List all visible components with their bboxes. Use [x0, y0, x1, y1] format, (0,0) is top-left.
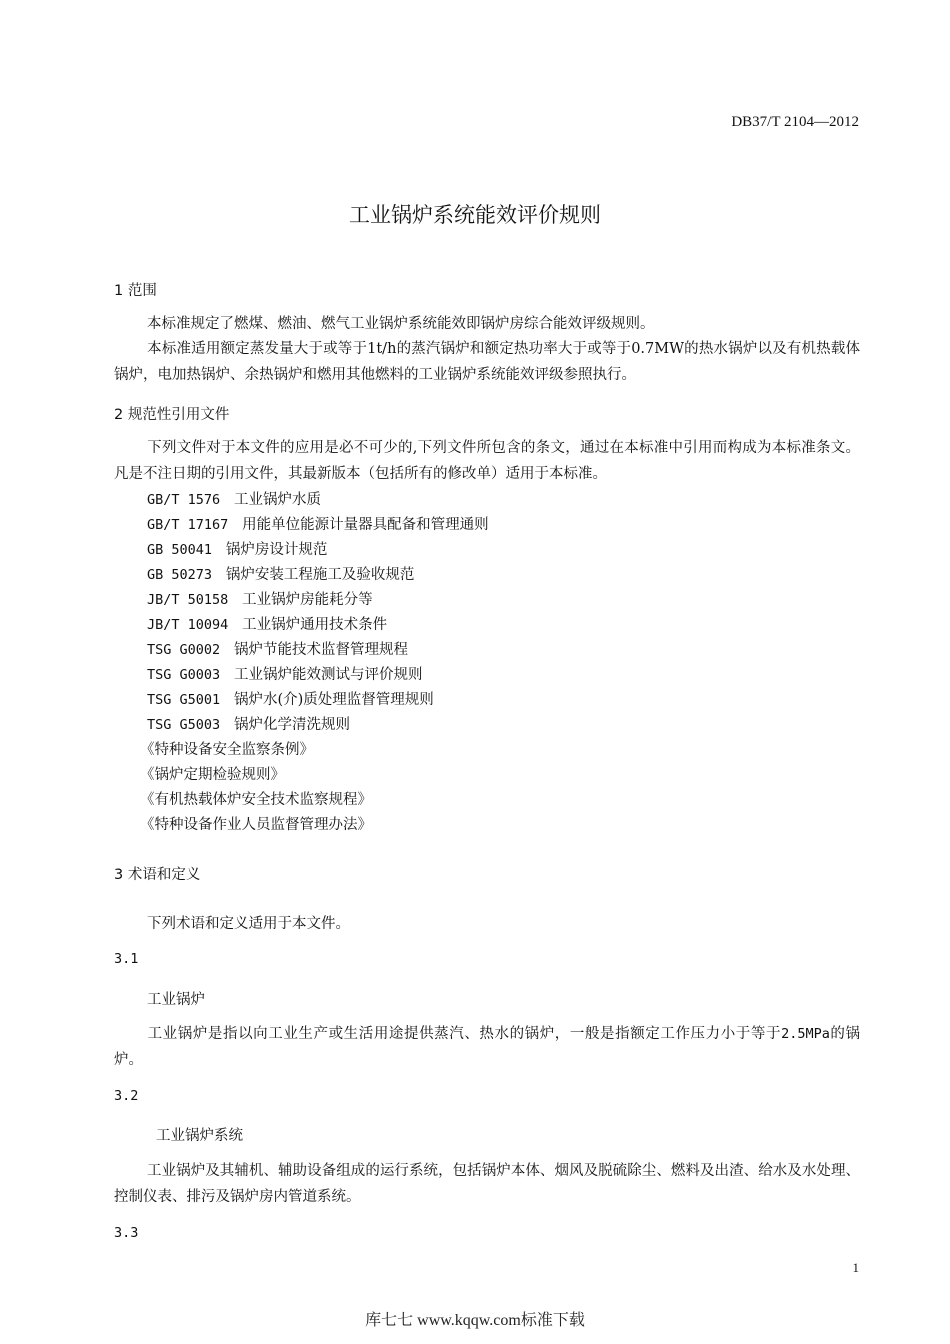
clause-number-3-3: 3.3 — [114, 1225, 139, 1241]
reference-title: 工业锅炉通用技术条件 — [242, 617, 388, 633]
page-number: 1 — [852, 1260, 859, 1275]
reference-title: 锅炉节能技术监督管理规程 — [233, 642, 408, 658]
reference-title: 工业锅炉房能耗分等 — [242, 592, 373, 608]
reference-item — [147, 663, 422, 684]
definition-3-2-text: 工业锅炉及其辅机、辅助设备组成的运行系统，包括锅炉本体、烟风及脱硫除尘、燃料及出渣、给水及水处理、控制仪表、排污及锅炉房内管道系统。 — [114, 1163, 860, 1205]
section-3-intro: 下列术语和定义适用于本文件。 — [147, 916, 350, 932]
reference-item — [147, 713, 350, 734]
reference-title: 锅炉房设计规范 — [225, 542, 328, 558]
reference-item — [147, 488, 321, 509]
reference-code: GB/T 1576 — [147, 492, 221, 508]
reference-code: GB 50041 — [147, 542, 213, 558]
section-1-paragraph-1-text: 本标准规定了燃煤、燃油、燃气工业锅炉系统能效即锅炉房综合能效评级规则。 — [147, 316, 655, 332]
term-3-2: 工业锅炉系统 — [156, 1128, 243, 1144]
reference-item — [147, 513, 489, 534]
regulation-item: 《有机热载体炉安全技术监察规程》 — [140, 792, 372, 808]
definition-3-1-text: 工业锅炉是指以向工业生产或生活用途提供蒸汽、热水的锅炉，一般是指额定工作压力小于等于 — [147, 1026, 782, 1042]
reference-code: GB/T 17167 — [147, 517, 229, 533]
reference-title: 工业锅炉能效测试与评价规则 — [233, 667, 423, 683]
reference-code: JB/T 50158 — [147, 592, 229, 608]
section-1-heading: 1 范围 — [114, 283, 157, 299]
document-number: DB37/T 2104—2012 — [731, 114, 859, 130]
reference-title: 锅炉化学清洗规则 — [233, 717, 350, 733]
reference-title: 锅炉安装工程施工及验收规范 — [225, 567, 415, 583]
clause-number-3-2: 3.2 — [114, 1088, 139, 1104]
reference-item — [147, 588, 373, 609]
section-1-paragraph-1 — [114, 311, 860, 337]
reference-code: GB 50273 — [147, 567, 213, 583]
section-3-heading: 3 术语和定义 — [114, 867, 201, 883]
definition-3-2 — [114, 1158, 860, 1210]
section-1-paragraph-2-text: 本标准适用额定蒸发量大于或等于1t/h的蒸汽锅炉和额定热功率大于或等于0.7MW的热水锅炉以及有机热载体锅炉，电加热锅炉、余热锅炉和燃用其他燃料的工业锅炉系统能效评级参照执行。 — [114, 341, 860, 383]
clause-number-3-1: 3.1 — [114, 951, 139, 967]
reference-code: TSG G0002 — [147, 642, 221, 658]
reference-code: TSG G5001 — [147, 692, 221, 708]
section-2-paragraph-1-text: 下列文件对于本文件的应用是必不可少的,下列文件所包含的条文，通过在本标准中引用而构成为本标准条文。凡是不注日期的引用文件，其最新版本（包括所有的修改单）适用于本标准。 — [114, 440, 860, 482]
regulation-item: 《锅炉定期检验规则》 — [140, 767, 285, 783]
definition-3-1 — [114, 1021, 860, 1073]
reference-item — [147, 563, 414, 584]
reference-code: TSG G0003 — [147, 667, 221, 683]
reference-item — [147, 638, 408, 659]
regulation-item: 《特种设备安全监察条例》 — [140, 742, 314, 758]
reference-code: JB/T 10094 — [147, 617, 229, 633]
reference-item — [147, 688, 434, 709]
reference-title: 用能单位能源计量器具配备和管理通则 — [242, 517, 489, 533]
reference-item — [147, 538, 327, 559]
reference-title: 锅炉水(介)质处理监督管理规则 — [233, 692, 434, 708]
reference-item — [147, 613, 387, 634]
term-3-1: 工业锅炉 — [147, 992, 205, 1008]
page-title: 工业锅炉系统能效评价规则 — [349, 203, 601, 227]
section-2-heading: 2 规范性引用文件 — [114, 407, 230, 423]
regulation-item: 《特种设备作业人员监督管理办法》 — [140, 817, 372, 833]
definition-3-1-tail: 的锅炉。 — [114, 1026, 861, 1068]
section-2-paragraph-1 — [114, 435, 860, 487]
reference-code: TSG G5003 — [147, 717, 221, 733]
reference-title: 工业锅炉水质 — [233, 492, 321, 508]
section-1-paragraph-2 — [114, 336, 860, 388]
footer-watermark: 库七七 www.kqqw.com标准下载 — [365, 1312, 585, 1329]
definition-3-1-value: 2.5MPa — [781, 1026, 830, 1042]
